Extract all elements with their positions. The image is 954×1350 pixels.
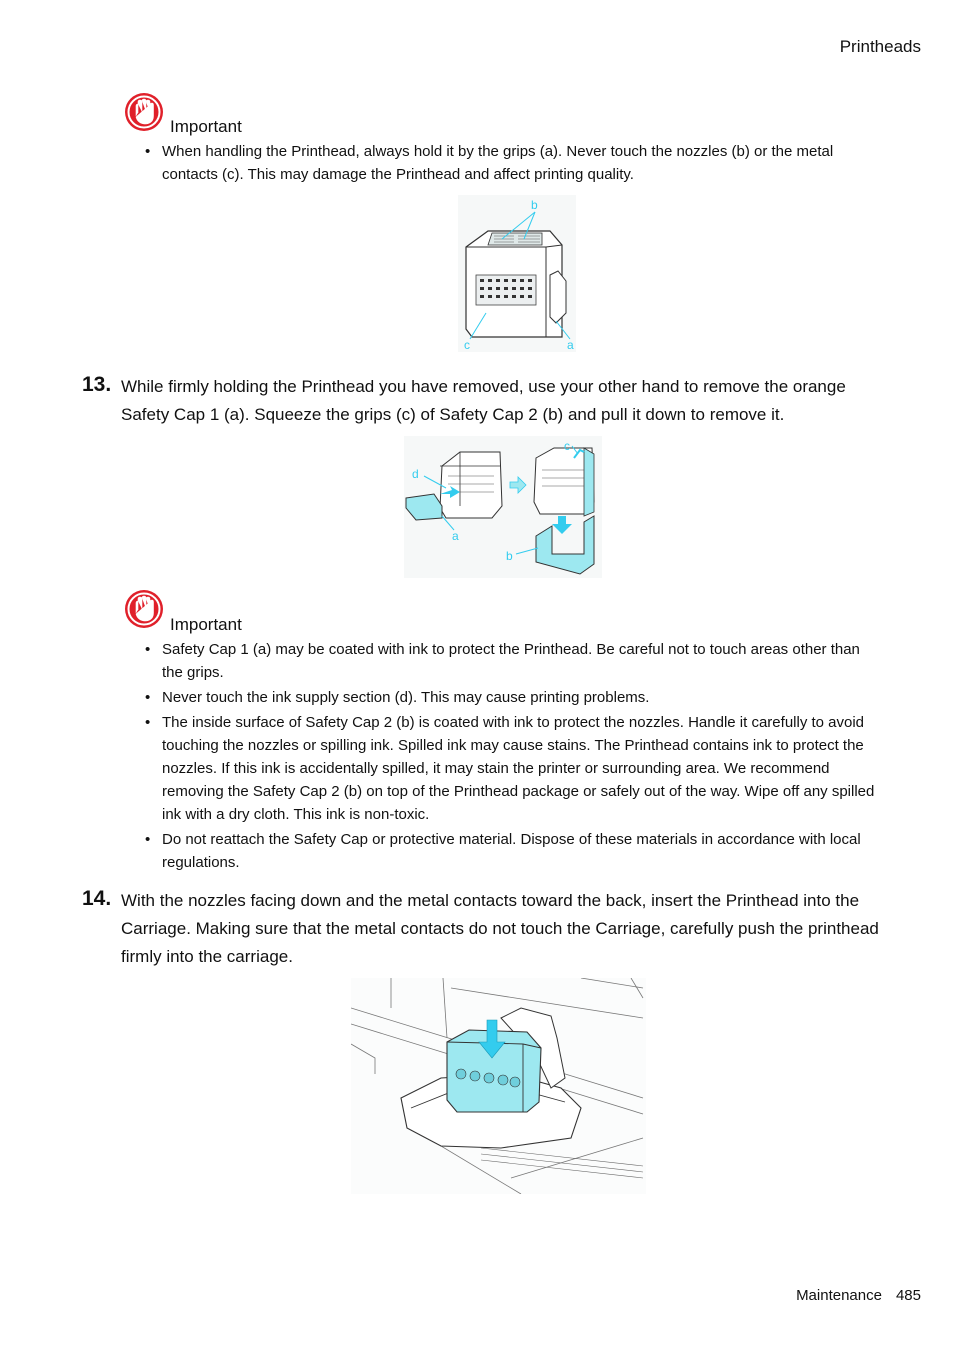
step-text: With the nozzles facing down and the metal contacts toward the back, insert the Printhead into the Carriage. Making sure that the metal contacts do not touch the Carriage, carefully push the printhead firmly into the carriage. (121, 891, 879, 966)
important-bullet: • Never touch the ink supply section (d). This may cause printing problems. (145, 686, 877, 709)
carriage-insert-figure (351, 978, 646, 1194)
step-text: While firmly holding the Printhead you have removed, use your other hand to remove the orange Safety Cap 1 (a). Squeeze the grips (c) of Safety Cap 2 (b) and pull it down to remove it. (121, 377, 846, 424)
callout-c: c (464, 338, 470, 352)
safety-cap-figure (404, 436, 602, 578)
important-list (145, 638, 877, 876)
important-list (145, 140, 857, 188)
callout-d: d (412, 467, 419, 481)
important-bullet: • When handling the Printhead, always hold it by the grips (a). Never touch the nozzles (b) or the metal contacts (c). This may damage the Printhead and affect printing quality. (145, 140, 857, 186)
page-footer (796, 1287, 921, 1304)
important-label: Important (170, 117, 242, 136)
callout-b: b (531, 198, 538, 212)
step-number: 14. (82, 887, 112, 910)
step-number: 13. (82, 373, 112, 396)
running-header: Printheads (839, 37, 921, 56)
important-bullet: • Safety Cap 1 (a) may be coated with ink to protect the Printhead. Be careful not to touch areas other than the grips. (145, 638, 877, 684)
important-bullet: • Do not reattach the Safety Cap or protective material. Dispose of these materials in accordance with local regulations. (145, 828, 877, 874)
callout-a: a (567, 338, 574, 352)
important-icon (124, 92, 166, 139)
page-number: 485 (895, 1287, 921, 1304)
footer-chapter: Maintenance (796, 1287, 882, 1304)
printhead-figure (458, 195, 576, 352)
callout-c: c (564, 439, 570, 453)
important-label: Important (170, 615, 242, 634)
callout-a: a (452, 529, 459, 543)
important-bullet: • The inside surface of Safety Cap 2 (b) is coated with ink to protect the nozzles. Handle it carefully to avoid touching the nozzles or spilling ink. Spilled ink may cause stains. The Printhead contains ink to protect the nozzles. If this ink is accidentally spilled, it may stain the printer or surrounding area. We recommend removing the Safety Cap 2 (b) on top of the Printhead package or safely out of the way. Wipe off any spilled ink with a dry cloth. This ink is non-toxic. (145, 711, 877, 826)
important-icon (124, 589, 166, 636)
callout-b: b (506, 549, 513, 563)
